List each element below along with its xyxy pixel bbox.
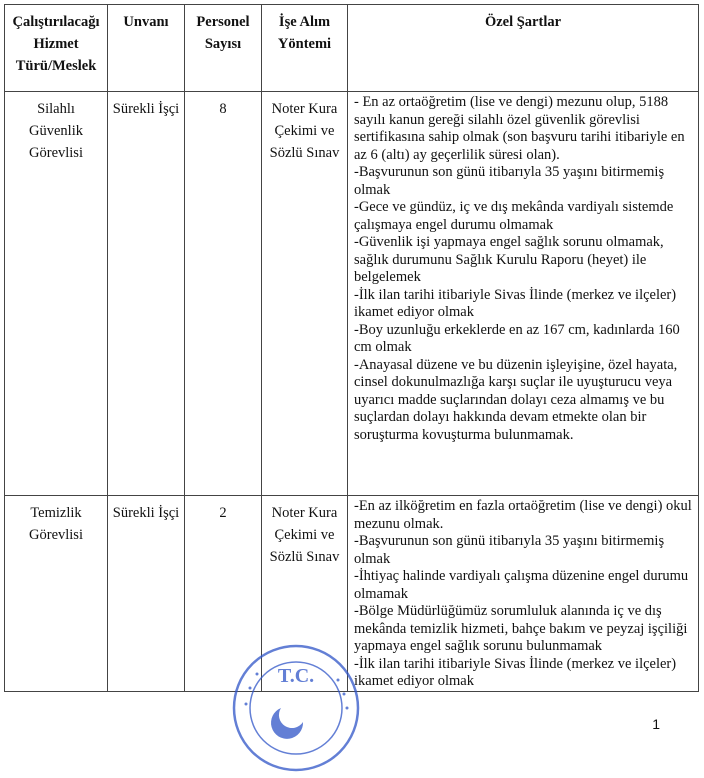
row-count: 2 <box>185 496 262 692</box>
header-count: Personel Sayısı <box>185 5 262 92</box>
seal-text: T.C. <box>277 665 315 687</box>
row-job: Temizlik Görevlisi <box>5 496 108 692</box>
condition-item: -Anayasal düzene ve bu düzenin işleyişine, özel hayata, cinsel dokunulmazlığa karşı suçlar ile uyuşturucu veya uyarıcı madde suçlarından dolayı ceza almamış ve bu suçlardan dolayı hakkında devam etmekte olan bir soruşturma kovuşturma bulunmamak. <box>354 356 678 443</box>
condition-item: -İlk ilan tarihi itibariyle Sivas İlinde (merkez ve ilçeler) ikamet ediyor olmak <box>354 286 677 320</box>
table-row <box>5 92 699 496</box>
row-conditions <box>348 92 699 496</box>
condition-item: -Başvurunun son günü itibarıyla 35 yaşını bitirmemiş olmak <box>354 164 665 198</box>
condition-item: -Başvurunun son günü itibarıyla 35 yaşını bitirmemiş olmak <box>354 533 665 567</box>
row-method: Noter Kura Çekimi ve Sözlü Sınav <box>262 496 348 692</box>
positions-table <box>4 4 699 692</box>
page-number: 1 <box>652 716 660 732</box>
condition-item: -Gece ve gündüz, iç ve dış mekânda vardiyalı sistemde çalışmaya engel durumu olmamak <box>354 199 674 233</box>
header-method: İşe Alım Yöntemi <box>262 5 348 92</box>
header-row <box>5 5 699 92</box>
row-title: Sürekli İşçi <box>108 92 185 496</box>
row-job: Silahlı Güvenlik Görevlisi <box>5 92 108 496</box>
conditions-list <box>354 498 692 691</box>
row-conditions <box>348 496 699 692</box>
row-method: Noter Kura Çekimi ve Sözlü Sınav <box>262 92 348 496</box>
condition-item: -Güvenlik işi yapmaya engel sağlık sorunu olmamak, sağlık durumunu Sağlık Kurulu Raporu (heyet) ile belgelemek <box>354 234 664 285</box>
condition-item: -İhtiyaç halinde vardiyalı çalışma düzenine engel durumu olmamak <box>354 568 689 602</box>
condition-item: -Boy uzunluğu erkeklerde en az 167 cm, kadınlarda 160 cm olmak <box>354 321 680 355</box>
condition-item: -En az ilköğretim en fazla ortaöğretim (lise ve dengi) okul mezunu olmak. <box>354 498 692 532</box>
row-count: 8 <box>185 92 262 496</box>
condition-item: -İlk ilan tarihi itibariyle Sivas İlinde (merkez ve ilçeler) ikamet ediyor olmak <box>354 655 677 689</box>
condition-item: - En az ortaöğretim (lise ve dengi) mezunu olup, 5188 sayılı kanun gereği silahlı özel güvenlik görevlisi sertifikasına sahip olmak (son başvuru tarihi itibariyle en az 6 (altı) ay geçerlilik süresi olan). <box>354 94 685 163</box>
conditions-list <box>354 94 692 444</box>
row-title: Sürekli İşçi <box>108 496 185 692</box>
table-row <box>5 496 699 692</box>
condition-item: -Bölge Müdürlüğümüz sorumluluk alanında iç ve dış mekânda temizlik hizmeti, bahçe bakım ve peyzaj işçiliği yapmaya engel sağlık sorunu bulunmamak <box>354 603 688 654</box>
header-conditions: Özel Şartlar <box>348 5 699 92</box>
header-job-type: Çalıştırılacağı Hizmet Türü/Meslek <box>5 5 108 92</box>
header-title: Unvanı <box>108 5 185 92</box>
